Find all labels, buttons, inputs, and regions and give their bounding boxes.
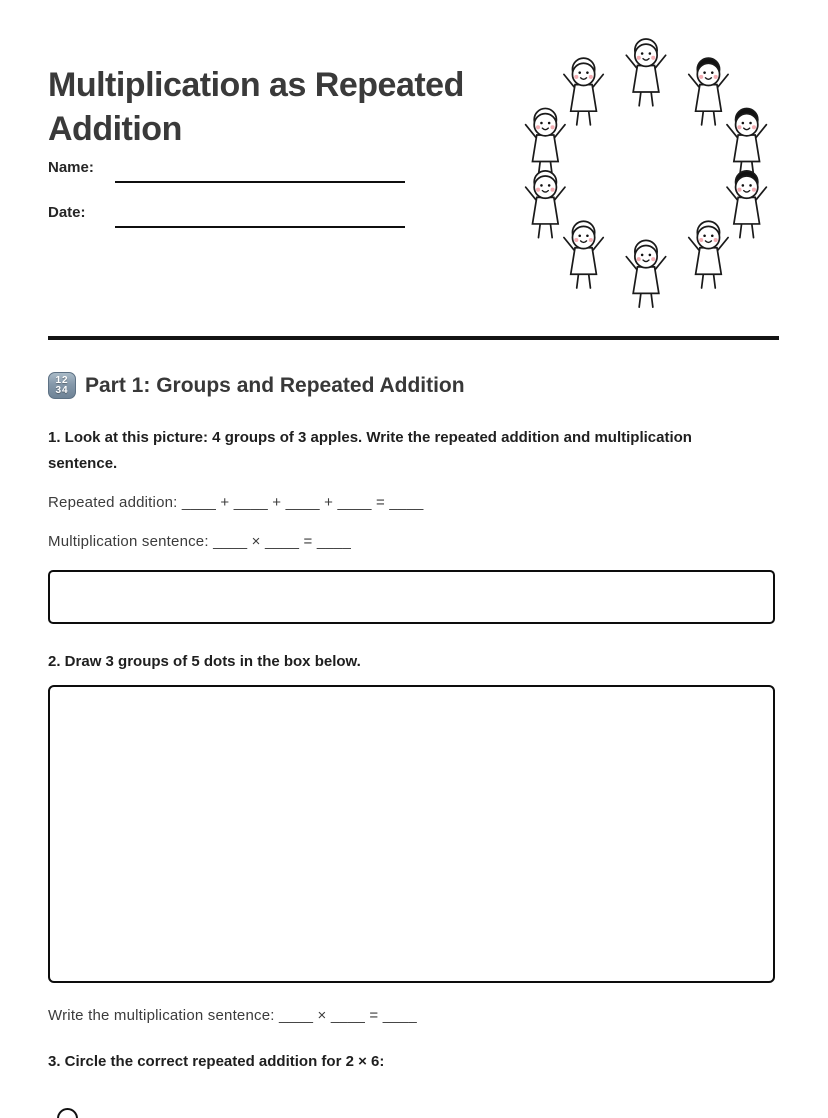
date-write-line	[115, 205, 405, 228]
icon-digits-top: 12	[55, 374, 69, 386]
question-3-prompt: 3. Circle the correct repeated addition for 2 × 6:	[48, 1053, 385, 1070]
section-divider	[48, 336, 779, 340]
icon-digits-bottom: 34	[55, 384, 69, 396]
name-label: Name:	[48, 159, 94, 176]
numbers-1234-icon	[48, 372, 76, 399]
page-title: Multiplication as Repeated Addition	[48, 65, 464, 148]
question-2-prompt: 2. Draw 3 groups of 5 dots in the box below.	[48, 653, 361, 670]
q2-followup-blanks: Write the multiplication sentence: ____ × ____ = ____	[48, 1007, 417, 1024]
date-label: Date:	[48, 204, 86, 221]
part1-title: Part 1: Groups and Repeated Addition	[85, 373, 465, 397]
part1-heading	[48, 372, 465, 399]
children-circle-illustration	[500, 28, 792, 320]
drawing-box-q2	[48, 685, 775, 983]
question-1-prompt: 1. Look at this picture: 4 groups of 3 apples. Write the repeated addition and multiplication sentence.	[48, 429, 692, 472]
repeated-addition-blanks: Repeated addition: ____ + ____ + ____ + ____ = ____	[48, 494, 424, 511]
answer-box-q1	[48, 570, 775, 624]
name-write-line	[115, 160, 405, 183]
option-a-circle-partial	[57, 1108, 78, 1118]
multiplication-sentence-blanks: Multiplication sentence: ____ × ____ = ____	[48, 533, 351, 550]
